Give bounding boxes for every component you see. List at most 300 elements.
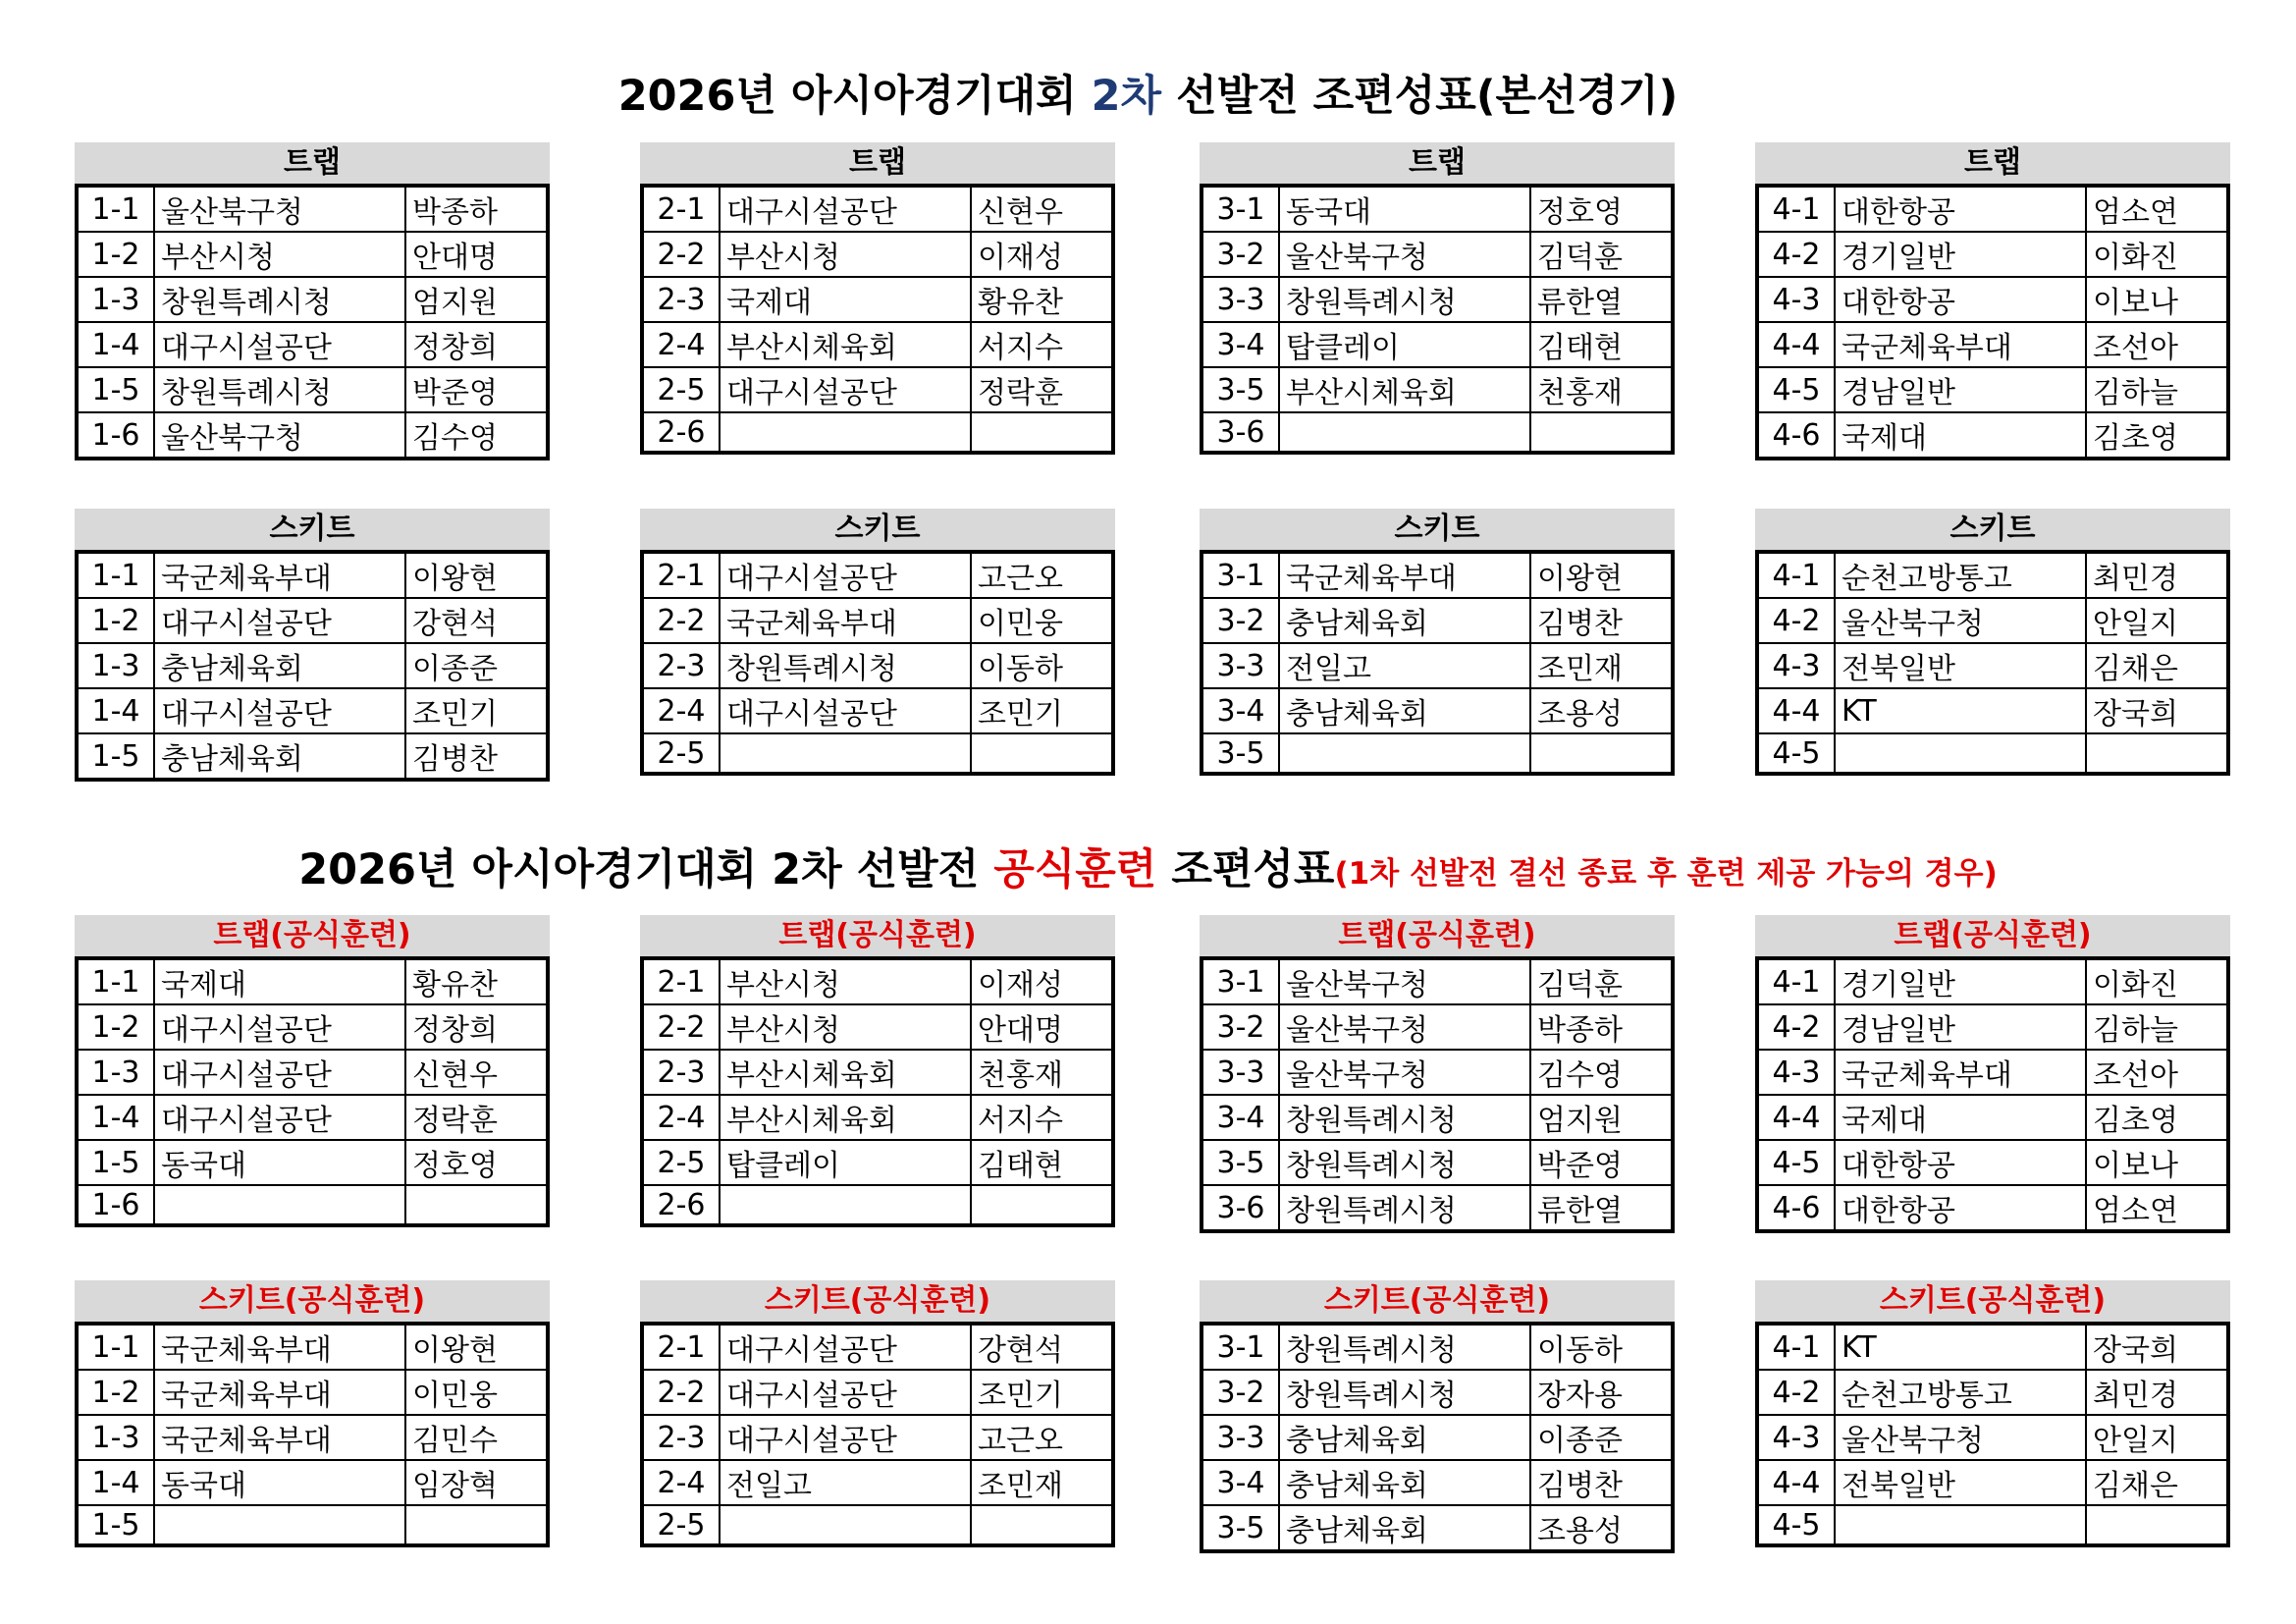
squad-row [1201, 277, 1673, 322]
squad-row [1201, 552, 1673, 598]
athlete-name: 조민재 [1530, 643, 1673, 688]
squad-block [75, 142, 550, 460]
team-name: KT [1835, 688, 2086, 733]
main-title-text: 2026년 아시아경기대회 [617, 72, 1092, 121]
athlete-name: 정창희 [405, 322, 548, 367]
squad-number: 2-6 [642, 412, 720, 453]
squad-row [642, 1185, 1113, 1225]
athlete-name: 엄소연 [2086, 186, 2228, 232]
team-name: 국군체육부대 [154, 1415, 405, 1460]
squad-row [1201, 733, 1673, 774]
athlete-name: 서지수 [971, 1095, 1113, 1140]
squad-row [642, 412, 1113, 453]
squad-number: 3-2 [1201, 598, 1279, 643]
team-name [720, 1185, 971, 1225]
squad-row [1201, 598, 1673, 643]
squad-number: 3-6 [1201, 412, 1279, 453]
team-name: 순천고방통고 [1835, 552, 2086, 598]
squad-number: 2-3 [642, 643, 720, 688]
squad-table [640, 956, 1115, 1227]
squad-row [642, 1140, 1113, 1185]
athlete-name: 이왕현 [405, 552, 548, 598]
squad-number: 1-5 [77, 733, 154, 780]
squad-number: 1-1 [77, 186, 154, 232]
squad-number: 3-5 [1201, 367, 1279, 412]
squad-row [642, 186, 1113, 232]
athlete-name: 이화진 [2086, 232, 2228, 277]
athlete-name: 조민기 [971, 1370, 1113, 1415]
event-header: 스키트 [1200, 509, 1675, 550]
squad-number: 2-4 [642, 688, 720, 733]
squad-row [1201, 1505, 1673, 1551]
event-header: 트랩 [1200, 142, 1675, 184]
squad-table [75, 956, 550, 1227]
squad-row [1201, 1415, 1673, 1460]
squad-row [77, 1415, 548, 1460]
athlete-name: 류한열 [1530, 277, 1673, 322]
squad-number: 3-3 [1201, 643, 1279, 688]
team-name: 울산북구청 [1279, 1004, 1530, 1050]
squad-number: 4-3 [1757, 643, 1835, 688]
team-name: 창원특례시청 [1279, 1095, 1530, 1140]
team-name: 동국대 [154, 1460, 405, 1505]
squad-row [1757, 1370, 2228, 1415]
squad-number: 4-2 [1757, 1004, 1835, 1050]
team-name: 부산시청 [720, 1004, 971, 1050]
team-name: 대구시설공단 [154, 688, 405, 733]
squad-number: 1-2 [77, 232, 154, 277]
squad-block [1755, 1280, 2230, 1547]
squad-block [640, 915, 1115, 1227]
athlete-name: 정창희 [405, 1004, 548, 1050]
squad-number: 3-3 [1201, 277, 1279, 322]
squad-row [1757, 232, 2228, 277]
squad-number: 3-5 [1201, 733, 1279, 774]
team-name: 전북일반 [1835, 1460, 2086, 1505]
team-name: 대구시설공단 [154, 1004, 405, 1050]
squad-row [1201, 688, 1673, 733]
team-name: 대구시설공단 [720, 1324, 971, 1370]
squad-row [77, 733, 548, 780]
squad-row [1757, 1050, 2228, 1095]
squad-number: 1-2 [77, 1370, 154, 1415]
squad-row [642, 733, 1113, 774]
squad-row [77, 688, 548, 733]
team-name: 대한항공 [1835, 186, 2086, 232]
team-name: 전일고 [720, 1460, 971, 1505]
training-title-suffix: 조편성표 [1156, 845, 1335, 894]
squad-row [1757, 552, 2228, 598]
squad-number: 2-5 [642, 733, 720, 774]
squad-block [640, 509, 1115, 776]
team-name: 대구시설공단 [154, 598, 405, 643]
squad-number: 1-3 [77, 1415, 154, 1460]
athlete-name: 이보나 [2086, 1140, 2228, 1185]
squad-row [1757, 322, 2228, 367]
squad-row [1757, 958, 2228, 1004]
squad-block [75, 1280, 550, 1547]
team-name: 국제대 [1835, 412, 2086, 459]
athlete-name: 고근오 [971, 1415, 1113, 1460]
team-name: 국군체육부대 [720, 598, 971, 643]
athlete-name: 고근오 [971, 552, 1113, 598]
squad-number: 1-1 [77, 1324, 154, 1370]
team-name: 국제대 [1835, 1095, 2086, 1140]
squad-number: 2-1 [642, 186, 720, 232]
event-header: 스키트(공식훈련) [75, 1280, 550, 1322]
squad-number: 1-3 [77, 643, 154, 688]
main-schedule-title [0, 63, 2296, 123]
team-name: 대구시설공단 [720, 1415, 971, 1460]
team-name: 대구시설공단 [720, 186, 971, 232]
squad-number: 4-4 [1757, 322, 1835, 367]
team-name: 부산시체육회 [720, 1095, 971, 1140]
athlete-name: 이재성 [971, 232, 1113, 277]
event-header: 스키트 [75, 509, 550, 550]
squad-row [1201, 232, 1673, 277]
athlete-name: 강현석 [405, 598, 548, 643]
athlete-name: 정호영 [405, 1140, 548, 1185]
squad-block [640, 142, 1115, 455]
squad-number: 4-5 [1757, 1140, 1835, 1185]
squad-row [1757, 733, 2228, 774]
team-name: 울산북구청 [1279, 232, 1530, 277]
squad-row [1201, 1185, 1673, 1231]
squad-number: 3-1 [1201, 1324, 1279, 1370]
team-name: 울산북구청 [1835, 1415, 2086, 1460]
team-name: 울산북구청 [1279, 1050, 1530, 1095]
athlete-name: 이재성 [971, 958, 1113, 1004]
squad-row [77, 643, 548, 688]
training-schedule-title [0, 837, 2296, 896]
team-name: 부산시청 [720, 232, 971, 277]
event-header: 스키트(공식훈련) [640, 1280, 1115, 1322]
squad-row [77, 186, 548, 232]
team-name [1835, 733, 2086, 774]
squad-block [75, 509, 550, 782]
athlete-name: 김채은 [2086, 1460, 2228, 1505]
squad-row [1201, 1050, 1673, 1095]
squad-number: 2-5 [642, 1505, 720, 1545]
event-header: 트랩 [75, 142, 550, 184]
team-name: 대한항공 [1835, 277, 2086, 322]
athlete-name: 정호영 [1530, 186, 1673, 232]
squad-row [1201, 1324, 1673, 1370]
squad-number: 1-6 [77, 412, 154, 459]
squad-row [1201, 1370, 1673, 1415]
squad-number: 3-5 [1201, 1505, 1279, 1551]
team-name: 국군체육부대 [1835, 1050, 2086, 1095]
athlete-name: 김초영 [2086, 412, 2228, 459]
athlete-name [971, 1505, 1113, 1545]
athlete-name: 장국희 [2086, 1324, 2228, 1370]
squad-row [1757, 688, 2228, 733]
squad-row [642, 688, 1113, 733]
team-name: 창원특례시청 [1279, 1185, 1530, 1231]
squad-row [77, 367, 548, 412]
squad-row [642, 1004, 1113, 1050]
squad-row [77, 1324, 548, 1370]
squad-row [77, 322, 548, 367]
squad-number: 1-3 [77, 1050, 154, 1095]
athlete-name: 엄지원 [1530, 1095, 1673, 1140]
team-name: 대구시설공단 [720, 367, 971, 412]
event-header: 트랩 [640, 142, 1115, 184]
squad-table [640, 184, 1115, 455]
squad-row [642, 1095, 1113, 1140]
athlete-name: 황유찬 [971, 277, 1113, 322]
athlete-name: 안대명 [405, 232, 548, 277]
squad-number: 1-4 [77, 1460, 154, 1505]
team-name: 국군체육부대 [154, 1324, 405, 1370]
squad-number: 3-2 [1201, 232, 1279, 277]
training-title-highlight: 공식훈련 [993, 845, 1157, 894]
team-name: 충남체육회 [1279, 598, 1530, 643]
athlete-name: 조선아 [2086, 1050, 2228, 1095]
squad-row [77, 1050, 548, 1095]
squad-row [77, 598, 548, 643]
squad-number: 1-4 [77, 322, 154, 367]
team-name: 대구시설공단 [720, 688, 971, 733]
squad-row [77, 1004, 548, 1050]
squad-row [642, 552, 1113, 598]
squad-row [77, 412, 548, 459]
athlete-name: 이왕현 [1530, 552, 1673, 598]
team-name: 국군체육부대 [154, 552, 405, 598]
athlete-name: 이보나 [2086, 277, 2228, 322]
team-name: 국제대 [154, 958, 405, 1004]
athlete-name: 정락훈 [971, 367, 1113, 412]
team-name: 울산북구청 [1835, 598, 2086, 643]
squad-row [1757, 367, 2228, 412]
team-name: 창원특례시청 [720, 643, 971, 688]
squad-number: 2-1 [642, 958, 720, 1004]
team-name: 탑클레이 [1279, 322, 1530, 367]
squad-number: 4-2 [1757, 1370, 1835, 1415]
squad-number: 4-3 [1757, 277, 1835, 322]
squad-number: 3-4 [1201, 322, 1279, 367]
squad-number: 1-1 [77, 958, 154, 1004]
squad-number: 4-6 [1757, 412, 1835, 459]
athlete-name: 이동하 [1530, 1324, 1673, 1370]
squad-number: 2-3 [642, 1415, 720, 1460]
team-name [1279, 412, 1530, 453]
main-title-suffix: 선발전 조편성표(본선경기) [1161, 72, 1679, 121]
athlete-name: 박종하 [405, 186, 548, 232]
squad-number: 1-1 [77, 552, 154, 598]
athlete-name: 이민웅 [971, 598, 1113, 643]
team-name: 울산북구청 [1279, 958, 1530, 1004]
athlete-name: 김수영 [1530, 1050, 1673, 1095]
squad-number: 2-2 [642, 232, 720, 277]
event-header: 스키트(공식훈련) [1755, 1280, 2230, 1322]
squad-row [77, 1460, 548, 1505]
squad-row [77, 958, 548, 1004]
athlete-name: 김수영 [405, 412, 548, 459]
team-name: 충남체육회 [1279, 1505, 1530, 1551]
team-name: 충남체육회 [154, 643, 405, 688]
athlete-name: 김병찬 [405, 733, 548, 780]
athlete-name: 최민경 [2086, 1370, 2228, 1415]
squad-table [640, 1322, 1115, 1547]
squad-number: 3-1 [1201, 552, 1279, 598]
squad-table [1200, 1322, 1675, 1553]
team-name: 대한항공 [1835, 1185, 2086, 1231]
squad-number: 4-4 [1757, 1095, 1835, 1140]
athlete-name [2086, 733, 2228, 774]
athlete-name: 박준영 [1530, 1140, 1673, 1185]
team-name: 부산시체육회 [720, 1050, 971, 1095]
athlete-name: 신현우 [971, 186, 1113, 232]
squad-number: 3-1 [1201, 958, 1279, 1004]
squad-row [642, 1505, 1113, 1545]
squad-table [1200, 956, 1675, 1233]
athlete-name: 이화진 [2086, 958, 2228, 1004]
athlete-name: 김초영 [2086, 1095, 2228, 1140]
team-name: 대한항공 [1835, 1140, 2086, 1185]
squad-row [642, 1370, 1113, 1415]
squad-row [77, 277, 548, 322]
squad-row [1201, 958, 1673, 1004]
squad-number: 3-2 [1201, 1370, 1279, 1415]
event-header: 스키트 [640, 509, 1115, 550]
squad-row [1757, 643, 2228, 688]
athlete-name [1530, 733, 1673, 774]
squad-row [1757, 1185, 2228, 1231]
squad-number: 2-6 [642, 1185, 720, 1225]
training-title-note: (1차 선발전 결선 종료 후 훈련 제공 가능의 경우) [1334, 856, 1998, 892]
athlete-name: 조민재 [971, 1460, 1113, 1505]
training-title-text: 2026년 아시아경기대회 2차 선발전 [298, 845, 994, 894]
squad-number: 2-4 [642, 1460, 720, 1505]
squad-table [1200, 184, 1675, 455]
team-name [1835, 1505, 2086, 1545]
squad-row [642, 277, 1113, 322]
team-name [1279, 733, 1530, 774]
event-header: 트랩(공식훈련) [1200, 915, 1675, 956]
squad-block [1200, 142, 1675, 455]
squad-table [75, 184, 550, 460]
squad-number: 2-1 [642, 552, 720, 598]
athlete-name: 서지수 [971, 322, 1113, 367]
squad-row [642, 598, 1113, 643]
team-name: 국군체육부대 [154, 1370, 405, 1415]
squad-number: 4-5 [1757, 1505, 1835, 1545]
squad-row [1201, 1004, 1673, 1050]
squad-number: 3-4 [1201, 688, 1279, 733]
squad-number: 2-3 [642, 1050, 720, 1095]
athlete-name [971, 733, 1113, 774]
team-name: 대구시설공단 [720, 1370, 971, 1415]
squad-row [642, 1415, 1113, 1460]
athlete-name: 신현우 [405, 1050, 548, 1095]
team-name: 순천고방통고 [1835, 1370, 2086, 1415]
squad-number: 1-2 [77, 598, 154, 643]
squad-number: 3-4 [1201, 1460, 1279, 1505]
squad-block [1755, 142, 2230, 460]
squad-number: 1-5 [77, 367, 154, 412]
team-name: 충남체육회 [1279, 688, 1530, 733]
squad-block [1200, 509, 1675, 776]
squad-row [642, 1324, 1113, 1370]
team-name: 부산시체육회 [1279, 367, 1530, 412]
team-name: 경남일반 [1835, 1004, 2086, 1050]
team-name: 경기일반 [1835, 232, 2086, 277]
squad-table [640, 550, 1115, 776]
squad-table [1755, 550, 2230, 776]
squad-number: 1-6 [77, 1185, 154, 1225]
squad-number: 1-5 [77, 1140, 154, 1185]
athlete-name: 임장혁 [405, 1460, 548, 1505]
squad-number: 2-4 [642, 322, 720, 367]
event-header: 트랩(공식훈련) [640, 915, 1115, 956]
athlete-name: 김덕훈 [1530, 232, 1673, 277]
squad-row [642, 643, 1113, 688]
squad-number: 4-1 [1757, 1324, 1835, 1370]
athlete-name: 천홍재 [971, 1050, 1113, 1095]
squad-number: 1-2 [77, 1004, 154, 1050]
athlete-name: 이종준 [405, 643, 548, 688]
athlete-name: 류한열 [1530, 1185, 1673, 1231]
athlete-name: 조용성 [1530, 688, 1673, 733]
squad-row [77, 552, 548, 598]
team-name: 창원특례시청 [1279, 1370, 1530, 1415]
squad-row [1201, 1460, 1673, 1505]
team-name: 창원특례시청 [1279, 1324, 1530, 1370]
athlete-name: 조용성 [1530, 1505, 1673, 1551]
squad-table [1755, 184, 2230, 460]
squad-row [1757, 1460, 2228, 1505]
team-name: 창원특례시청 [1279, 1140, 1530, 1185]
athlete-name: 안일지 [2086, 1415, 2228, 1460]
squad-row [1201, 1095, 1673, 1140]
event-header: 트랩 [1755, 142, 2230, 184]
squad-number: 3-6 [1201, 1185, 1279, 1231]
team-name: 충남체육회 [154, 733, 405, 780]
team-name: 탑클레이 [720, 1140, 971, 1185]
squad-number: 2-2 [642, 1004, 720, 1050]
main-title-highlight: 2차 [1091, 72, 1162, 121]
team-name: 경남일반 [1835, 367, 2086, 412]
squad-row [1757, 186, 2228, 232]
squad-block [1200, 915, 1675, 1233]
squad-number: 4-4 [1757, 688, 1835, 733]
team-name: 울산북구청 [154, 412, 405, 459]
squad-block [1755, 509, 2230, 776]
squad-number: 4-2 [1757, 598, 1835, 643]
squad-row [77, 1095, 548, 1140]
squad-number: 3-3 [1201, 1050, 1279, 1095]
athlete-name [2086, 1505, 2228, 1545]
squad-block [1200, 1280, 1675, 1553]
squad-row [642, 1050, 1113, 1095]
athlete-name: 황유찬 [405, 958, 548, 1004]
team-name: 창원특례시청 [1279, 277, 1530, 322]
squad-row [77, 1140, 548, 1185]
event-header: 트랩(공식훈련) [1755, 915, 2230, 956]
squad-block [640, 1280, 1115, 1547]
athlete-name [405, 1505, 548, 1545]
squad-number: 4-5 [1757, 733, 1835, 774]
team-name: 전일고 [1279, 643, 1530, 688]
team-name: 전북일반 [1835, 643, 2086, 688]
squad-number: 4-5 [1757, 367, 1835, 412]
squad-number: 3-4 [1201, 1095, 1279, 1140]
team-name: 대구시설공단 [154, 1095, 405, 1140]
squad-row [1757, 277, 2228, 322]
athlete-name: 박준영 [405, 367, 548, 412]
team-name: 창원특례시청 [154, 277, 405, 322]
